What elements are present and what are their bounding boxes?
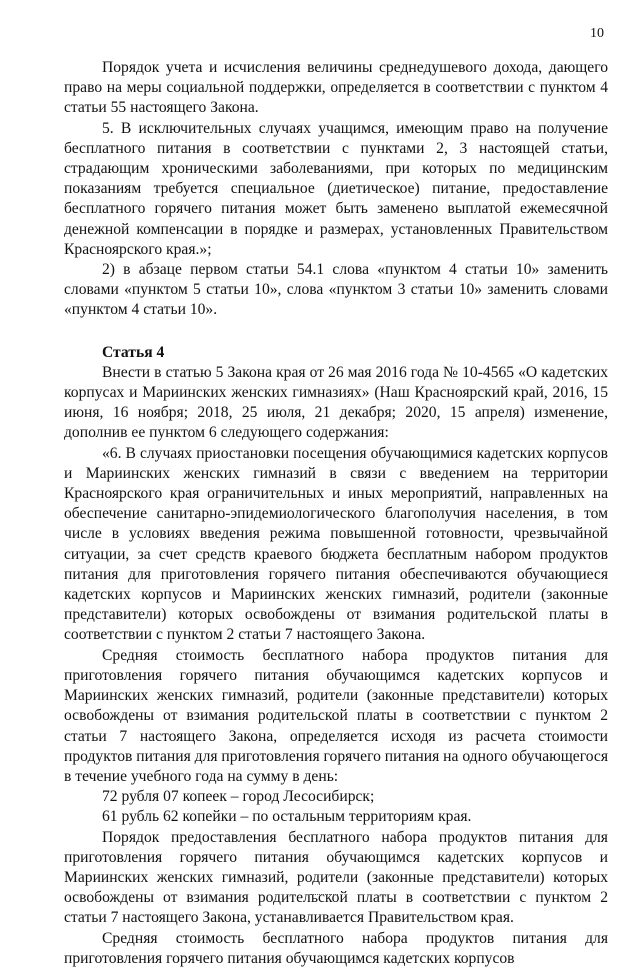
article-paragraph: Средняя стоимость бесплатного набора продуктов питания для приготовления горячего питания обучающимся кадетских корпусов [64, 929, 608, 967]
page-number: 10 [590, 26, 604, 41]
article-paragraph: Внести в статью 5 Закона края от 26 мая 2016 года № 10-4565 «О кадетских корпусах и Мариинских женских гимназиях» (Наш Красноярский край, 2016, 15 июня, 16 ноября; 2018, 25 июля, 21 декабря; 2020, 15 апреля) изменение, дополнив ее пунктом 6 следующего содержания: [64, 363, 608, 442]
article-paragraph: Порядок предоставления бесплатного набора продуктов питания для приготовления горячего питания обучающимся кадетских корпусов и Мариинских женских гимназий, родители (законные представители) которых освобождены от взимания родительской платы в соответствии с пунктом 2 статьи 7 настоящего Закона, устанавливается Правительством края. [64, 828, 608, 927]
paragraph: Порядок учета и исчисления величины среднедушевого дохода, дающего право на меры социальной поддержки, определяется в соответствии с пунктом 4 статьи 55 настоящего Закона. [64, 59, 608, 117]
paragraph: 2) в абзаце первом статьи 54.1 слова «пунктом 4 статьи 10» заменить словами «пунктом 5 статьи 10», слова «пунктом 3 статьи 10» заменить словами «пунктом 4 статьи 10». [64, 261, 608, 319]
article-paragraph: 61 рубль 62 копейки – по остальным территориям края. [102, 808, 472, 826]
footer-mark [310, 894, 338, 897]
article-paragraph: Средняя стоимость бесплатного набора продуктов питания для приготовления горячего питания обучающимся кадетских корпусов и Мариинских женских гимназий, родители (законные представители) которых освобождены от взимания родительской платы в соответствии с пунктом 2 статьи 7 настоящего Закона, определяется исходя из расчета стоимости продуктов питания для приготовления горячего питания на одного обучающегося в течение учебного года на сумму в день: [64, 646, 609, 785]
document-body [64, 58, 608, 969]
paragraph: 5. В исключительных случаях учащимся, имеющим право на получение бесплатного питания в соответствии с пунктами 2, 3 настоящей статьи, страдающим хроническими заболеваниями, при которых по медицинским показаниям требуется специальное (диетическое) питание, предоставление бесплатного горячего питания может быть заменено выплатой ежемесячной денежной компенсации в порядке и размерах, установленных Правительством Красноярского края.»; [64, 119, 608, 258]
article-paragraph: 72 рубля 07 копеек – город Лесосибирск; [102, 788, 375, 806]
article-paragraph: «6. В случаях приостановки посещения обучающимися кадетских корпусов и Мариинских женских гимназий в связи с введением на территории Красноярского края ограничительных и иных мероприятий, направленных на обеспечение санитарно-эпидемиологического благополучия населения, в том числе в условиях введения режима повышенной готовности, чрезвычайной ситуации, за счет средств краевого бюджета бесплатным набором продуктов питания для приготовления горячего питания обеспечиваются обучающиеся кадетских корпусов и Мариинских женских гимназий, родители (законные представители) которых освобождены от взимания родительской платы в соответствии с пунктом 2 статьи 7 настоящего Закона. [64, 444, 608, 644]
article-heading: Статья 4 [102, 343, 165, 361]
